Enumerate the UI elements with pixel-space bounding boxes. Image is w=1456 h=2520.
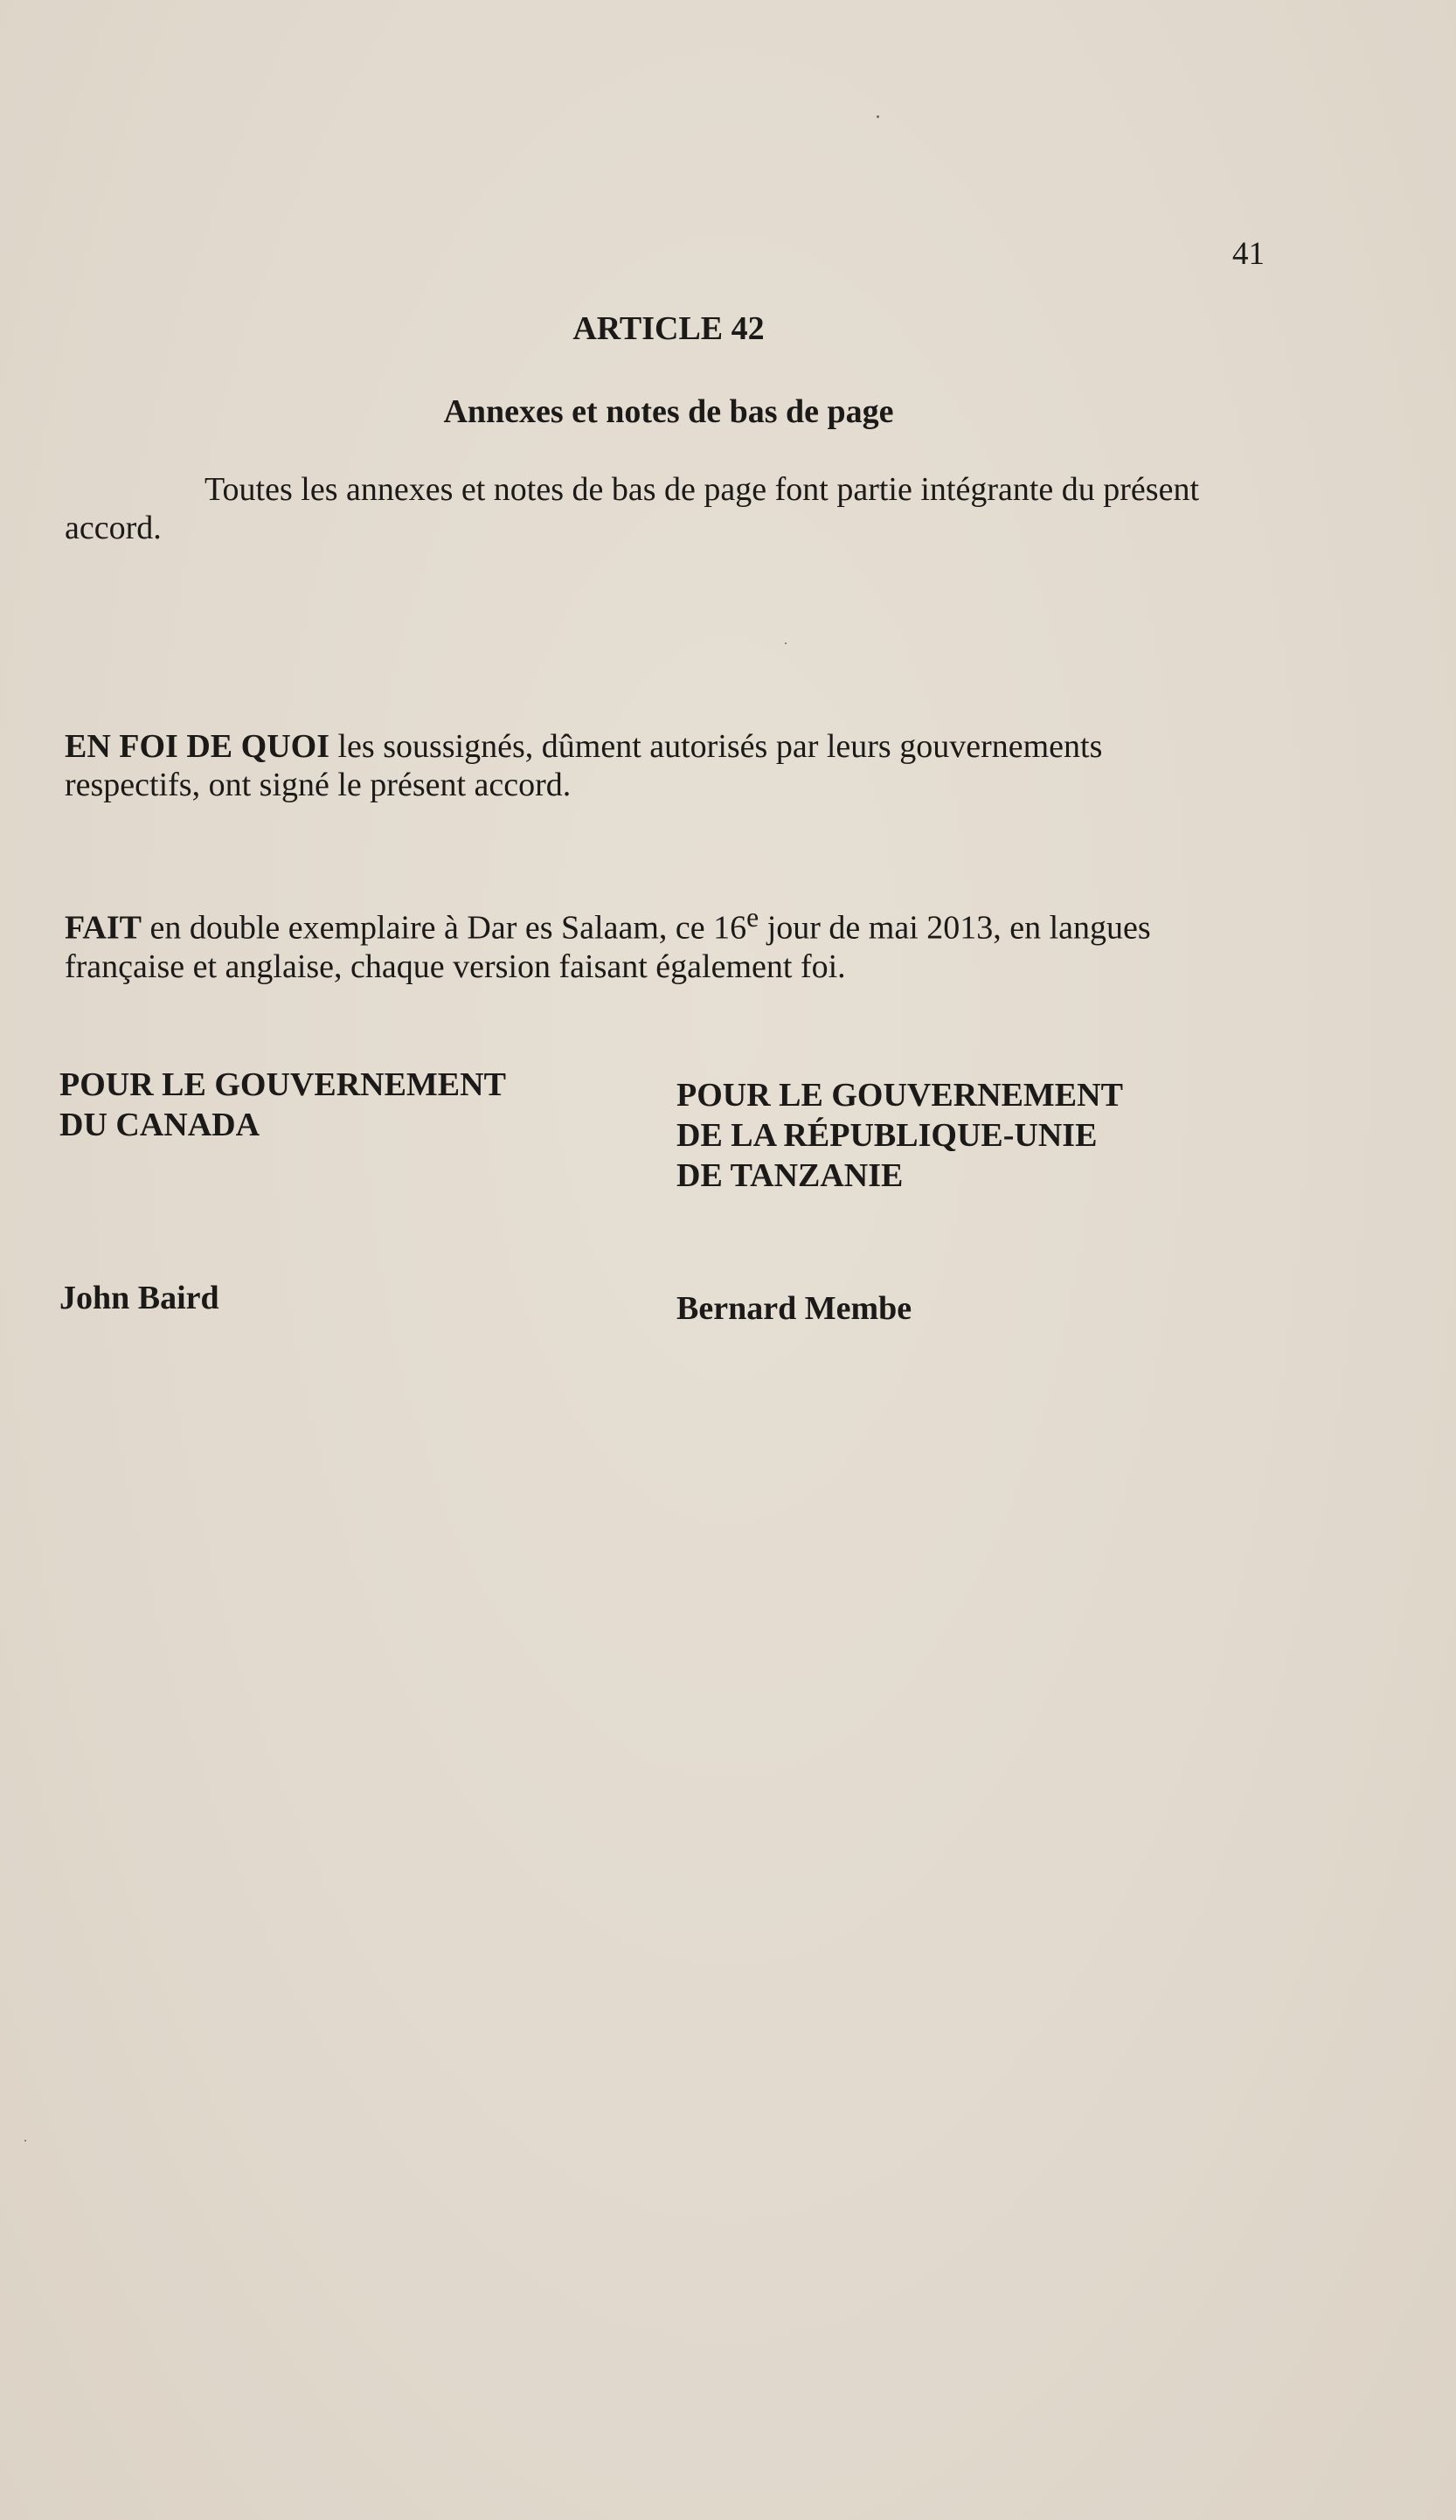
witness-lead: EN FOI DE QUOI bbox=[65, 728, 329, 765]
signer-name-tanzania: Bernard Membe bbox=[676, 1290, 912, 1327]
page-number: 41 bbox=[1232, 236, 1265, 272]
paper-speck bbox=[785, 642, 787, 644]
signature-heading-canada: POUR LE GOUVERNEMENT DU CANADA bbox=[59, 1066, 506, 1143]
done-at-lead: FAIT bbox=[65, 909, 142, 947]
signature-heading-tanzania: POUR LE GOUVERNEMENT DE LA RÉPUBLIQUE-UNIE DE TANZANIE bbox=[676, 1077, 1123, 1194]
witness-paragraph bbox=[65, 727, 1227, 804]
paper-speck bbox=[24, 2140, 26, 2142]
article-subtitle: Annexes et notes de bas de page bbox=[443, 393, 894, 430]
paper-speck bbox=[877, 115, 879, 118]
done-at-paragraph bbox=[65, 899, 1227, 986]
ordinal-superscript: e bbox=[746, 902, 759, 933]
done-at-text-before: en double exemplaire à Dar es Salaam, ce 16 bbox=[141, 909, 747, 947]
signer-name-canada: John Baird bbox=[59, 1280, 219, 1316]
article-title: ARTICLE 42 bbox=[572, 310, 765, 347]
done-at-text-after: jour de mai 2013, en langues française et anglaise, chaque version faisant également foi. bbox=[65, 909, 1151, 985]
witness-text: les soussignés, dûment autorisés par leurs gouvernements respectifs, ont signé le présent accord. bbox=[65, 728, 1103, 803]
annexes-paragraph: Toutes les annexes et notes de bas de page font partie intégrante du présent accord. bbox=[65, 471, 1199, 546]
